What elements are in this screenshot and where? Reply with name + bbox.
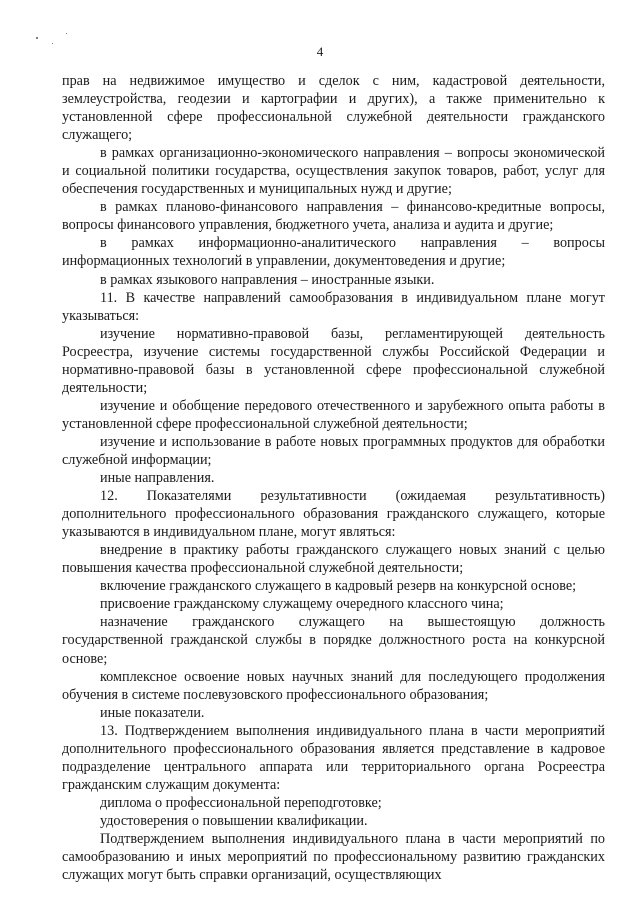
paragraph: включение гражданского служащего в кадровый резерв на конкурсной основе; — [100, 578, 577, 595]
paragraph: назначение гражданского служащего на вышестоящую должность государственной гражданской службы в порядке должностного роста на конкурсной основе; — [62, 614, 605, 667]
paragraph: 12. Показателями результативности (ожидаемая результативность) дополнительного профессионального образования гражданского служащего, которые указываются в индивидуальном плане, могут являться: — [62, 488, 605, 541]
paragraph: 11. В качестве направлений самообразования в индивидуальном плане могут указываться: — [62, 289, 605, 324]
paragraph: Подтверждением выполнения индивидуального плана в части мероприятий по самообразованию и иных мероприятий по профессиональному развитию гражданских служащих могут быть справки организаций, осуществляющих — [62, 830, 605, 884]
paragraph: иные направления. — [100, 470, 215, 487]
paragraph: комплексное освоение новых научных знаний для последующего продолжения обучения в системе послевузовского профессионального образования; — [62, 668, 605, 703]
scan-speck — [36, 37, 38, 39]
paragraph: присвоение гражданскому служащему очередного классного чина; — [100, 596, 504, 613]
paragraph: в рамках планово-финансового направления – финансово-кредитные вопросы, вопросы финансового управления, бюджетного учета, анализа и аудита и другие; — [62, 199, 605, 234]
paragraph: 13. Подтверждением выполнения индивидуального плана в части мероприятий дополнительного профессионального образования является представление в кадровое подразделение центрального аппарата или территориального органа Росреестра гражданским служащим документа: — [62, 722, 605, 793]
paragraph: изучение и обобщение передового отечественного и зарубежного опыта работы в установленной сфере профессиональной служебной деятельности; — [62, 397, 605, 432]
paragraph: диплома о профессиональной переподготовке; — [100, 794, 382, 811]
paragraph: в рамках организационно-экономического направления – вопросы экономической и социальной политики государства, осуществления закупок товаров, работ, услуг для обеспечения государственных и муниципальных нужд и другие; — [62, 145, 605, 198]
page-number: 4 — [316, 44, 324, 59]
scan-speck — [66, 33, 67, 34]
paragraph: иные показатели. — [100, 704, 205, 721]
document-body — [62, 72, 605, 884]
paragraph: изучение нормативно-правовой базы, регламентирующей деятельность Росреестра, изучение системы государственной службы Российской Федерации и нормативно-правовой базы в установленной сфере профессиональной служебной деятельности; — [62, 325, 605, 396]
paragraph: в рамках информационно-аналитического направления – вопросы информационных технологий в управлении, документоведения и другие; — [62, 235, 605, 270]
paragraph: изучение и использование в работе новых программных продуктов для обработки служебной информации; — [62, 433, 605, 468]
paragraph: удостоверения о повышении квалификации. — [100, 812, 368, 829]
paragraph: прав на недвижимое имущество и сделок с ним, кадастровой деятельности, землеустройства, геодезии и картографии и других), а также применительно к установленной сфере профессиональной служебной деятельности гражданского служащего; — [62, 73, 605, 144]
paragraph: внедрение в практику работы гражданского служащего новых знаний с целью повышения качества профессиональной служебной деятельности; — [62, 542, 605, 577]
paragraph: в рамках языкового направления – иностранные языки. — [100, 271, 435, 288]
